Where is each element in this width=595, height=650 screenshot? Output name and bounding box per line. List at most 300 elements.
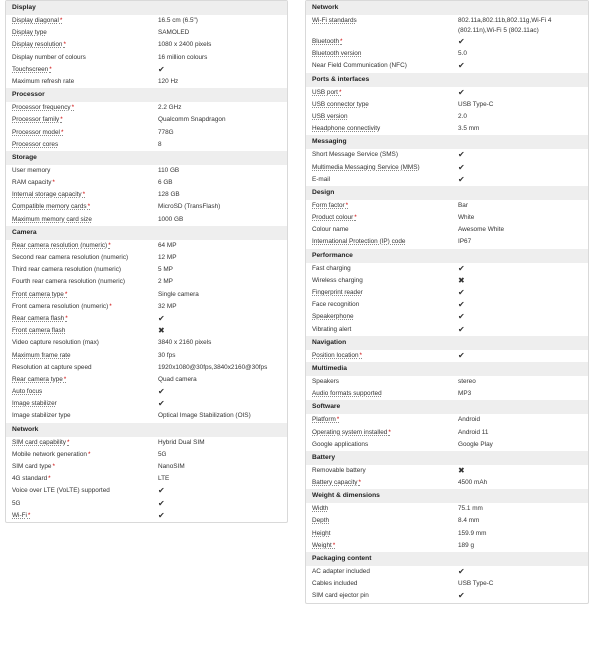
spec-row-usb-version	[306, 111, 588, 123]
spec-label-text: Operating system installed	[312, 428, 388, 436]
required-asterisk: *	[52, 463, 55, 470]
spec-row-touchscreen	[6, 64, 287, 76]
spec-label[interactable]	[12, 313, 68, 325]
spec-label-text: Image stabilizer type	[12, 412, 71, 420]
spec-label-text: Internal storage capacity	[12, 191, 82, 199]
spec-value: 159.9 mm	[458, 529, 487, 537]
section-title-performance: Performance	[306, 249, 588, 263]
spec-value: 1920x1080@30fps,3840x2160@30fps	[158, 363, 268, 371]
spec-value: Quad camera	[158, 375, 197, 383]
section-title-network: Network	[306, 1, 588, 15]
spec-label-text: Rear camera resolution (numeric)	[12, 241, 108, 249]
spec-label-text: Wireless charging	[312, 276, 363, 284]
spec-value: Awesome White	[458, 226, 505, 234]
required-asterisk: *	[71, 104, 75, 112]
cross-icon: ✖	[458, 465, 465, 475]
spec-label-text: Form factor	[312, 201, 345, 209]
spec-row-third-rear-camera-resolution-numeric	[6, 264, 287, 276]
spec-label-text: Front camera resolution (numeric)	[12, 302, 109, 310]
spec-label-text: Image stabilizer	[12, 400, 57, 408]
spec-panel-right	[305, 0, 589, 604]
required-asterisk: *	[109, 302, 112, 310]
spec-label[interactable]	[12, 325, 65, 337]
spec-label	[312, 376, 339, 388]
spec-label-text: 4G standard	[12, 475, 48, 483]
spec-label[interactable]	[312, 15, 357, 27]
spec-label[interactable]	[12, 386, 42, 398]
spec-label-text: USB version	[312, 112, 348, 120]
spec-label[interactable]	[12, 102, 74, 114]
spec-label[interactable]	[12, 214, 92, 226]
spec-label	[312, 465, 366, 477]
spec-value: White	[458, 214, 475, 222]
spec-label-text: Headphone connectivity	[312, 125, 381, 133]
spec-label[interactable]	[12, 27, 47, 39]
spec-label[interactable]	[312, 414, 339, 426]
required-asterisk: *	[345, 201, 349, 209]
spec-label-text: Bluetooth version	[312, 50, 362, 58]
spec-row-weight	[306, 540, 588, 552]
spec-value: USB Type-C	[458, 100, 494, 108]
required-asterisk: *	[332, 541, 336, 549]
spec-label	[12, 301, 112, 313]
spec-value: 120 Hz	[158, 77, 179, 85]
spec-label[interactable]	[312, 515, 329, 527]
spec-label-text: Depth	[312, 517, 330, 525]
spec-label[interactable]	[12, 437, 70, 449]
spec-label-text: Processor frequency	[12, 104, 71, 112]
spec-value: 5 MP	[158, 266, 173, 274]
spec-label-text: Compatible memory cards	[12, 203, 87, 211]
spec-label-text: Fingerprint reader	[312, 289, 363, 296]
check-icon: ✔	[158, 64, 165, 74]
spec-row-maximum-memory-card-size	[6, 214, 287, 226]
spec-value: Android	[458, 416, 481, 424]
spec-label-text: International Protection (IP) code	[312, 238, 406, 246]
spec-label	[312, 149, 398, 161]
spec-row-voice-over-lte-volte-supported	[6, 485, 287, 497]
spec-row-cables-included	[306, 578, 588, 590]
spec-label-text: Short Message Service (SMS)	[312, 151, 398, 159]
spec-value: 12 MP	[158, 254, 177, 261]
spec-label[interactable]	[12, 398, 57, 410]
spec-row-front-camera-flash	[6, 325, 287, 337]
spec-label[interactable]	[12, 240, 111, 252]
spec-row-height	[306, 528, 588, 540]
spec-label	[312, 224, 349, 236]
spec-row-mobile-network-generation	[6, 449, 287, 461]
spec-row-international-protection-ip-code	[306, 236, 588, 248]
spec-label-text: Multimedia Messaging Service (MMS)	[312, 163, 420, 171]
spec-value: LTE	[158, 475, 170, 483]
check-icon: ✔	[158, 510, 165, 520]
section-title-display: Display	[6, 1, 287, 15]
check-icon: ✔	[458, 567, 465, 576]
section-title-packaging-content: Packaging content	[306, 552, 588, 566]
spec-label-text: Colour name	[312, 226, 349, 234]
spec-row-display-number-of-colours	[6, 52, 287, 64]
spec-value: 16 million colours	[158, 53, 208, 61]
spec-row-ram-capacity	[6, 177, 287, 189]
spec-label-text: Battery capacity	[312, 479, 358, 487]
spec-value: 64 MP	[158, 241, 177, 249]
check-icon: ✔	[458, 300, 465, 310]
spec-value: 5G	[158, 450, 167, 458]
check-icon: ✔	[458, 37, 465, 46]
spec-label[interactable]	[12, 64, 52, 76]
check-icon: ✔	[458, 312, 465, 322]
check-icon: ✔	[158, 399, 165, 409]
spec-label[interactable]	[12, 201, 90, 213]
spec-label-text: Front camera type	[12, 290, 64, 298]
spec-label[interactable]	[12, 114, 63, 126]
check-icon: ✔	[458, 174, 465, 184]
section-title-software: Software	[306, 400, 588, 414]
spec-row-processor-family	[6, 114, 287, 126]
spec-label-text: Resolution at capture speed	[12, 363, 92, 371]
spec-label[interactable]	[312, 388, 382, 400]
spec-label-text: Fourth rear camera resolution (numeric)	[12, 278, 125, 286]
spec-label[interactable]	[312, 540, 335, 552]
required-asterisk: *	[358, 479, 361, 487]
required-asterisk: *	[67, 438, 70, 446]
spec-value: USB Type-C	[458, 580, 494, 588]
spec-label-text: Processor model	[12, 128, 60, 136]
spec-row-rear-camera-resolution-numeric	[6, 240, 287, 252]
spec-row-user-memory	[6, 165, 287, 177]
spec-row-rear-camera-type	[6, 374, 287, 386]
spec-label-text: Fast charging	[312, 264, 351, 272]
spec-row-width	[306, 503, 588, 515]
spec-row-face-recognition	[306, 299, 588, 311]
cross-icon: ✖	[458, 275, 465, 285]
spec-row-usb-port	[306, 87, 588, 99]
spec-row-auto-focus	[6, 386, 287, 398]
check-icon: ✔	[458, 150, 465, 160]
spec-row-internal-storage-capacity	[6, 189, 287, 201]
required-asterisk: *	[338, 88, 342, 96]
spec-label-text: Vibrating alert	[312, 325, 352, 333]
check-icon: ✔	[158, 387, 165, 397]
spec-value: 8	[158, 140, 162, 148]
spec-row-4g-standard	[6, 473, 287, 485]
spec-value: 32 MP	[158, 302, 177, 310]
spec-label-text: Product colour	[312, 214, 354, 222]
spec-value: 6 GB	[158, 179, 173, 187]
spec-label	[312, 566, 370, 578]
spec-label-text: Face recognition	[312, 301, 360, 309]
spec-value: MP3	[458, 390, 472, 398]
spec-label-text: User memory	[12, 166, 51, 174]
spec-label[interactable]	[312, 503, 328, 515]
spec-label	[12, 473, 51, 485]
spec-row-fast-charging	[306, 263, 588, 275]
spec-label-text: Video capture resolution (max)	[12, 339, 99, 347]
spec-label	[12, 276, 125, 288]
spec-label-text: Display diagonal	[12, 17, 59, 24]
spec-value: 2.2 GHz	[158, 104, 182, 112]
spec-row-front-camera-resolution-numeric	[6, 301, 287, 313]
spec-value: 2 MP	[158, 278, 173, 286]
spec-panel-left	[5, 0, 288, 523]
spec-label[interactable]	[312, 528, 330, 540]
spec-row-speakers	[306, 376, 588, 388]
section-title-weight-dimensions: Weight & dimensions	[306, 489, 588, 503]
spec-label-text: Auto focus	[12, 388, 43, 396]
spec-value: 3.5 mm	[458, 125, 480, 133]
spec-value: Qualcomm Snapdragon	[158, 116, 226, 124]
spec-label[interactable]	[12, 127, 63, 139]
spec-label	[12, 485, 110, 497]
required-asterisk: *	[59, 17, 63, 24]
spec-label	[312, 590, 369, 602]
section-title-camera: Camera	[6, 226, 287, 240]
spec-value: 5.0	[458, 50, 467, 58]
spec-label-text: Second rear camera resolution (numeric)	[12, 254, 129, 261]
spec-value: 110 GB	[158, 166, 180, 174]
spec-label-text: Wi-Fi standards	[312, 17, 357, 24]
spec-label-text: Rear camera flash	[12, 314, 65, 322]
spec-label-text: Voice over LTE (VoLTE) supported	[12, 487, 110, 495]
spec-row-processor-model	[6, 127, 287, 139]
spec-row-vibrating-alert	[306, 324, 588, 336]
spec-label-text: Removable battery	[312, 466, 366, 474]
spec-row-display-resolution	[6, 39, 287, 51]
spec-label	[312, 174, 330, 186]
required-asterisk: *	[354, 214, 357, 222]
spec-row-fourth-rear-camera-resolution-numeric	[6, 276, 287, 288]
check-icon: ✔	[458, 591, 465, 601]
spec-label-text: Display number of colours	[12, 53, 86, 61]
check-icon: ✔	[458, 350, 465, 360]
spec-label	[312, 299, 359, 311]
spec-label-text: E-mail	[312, 175, 331, 183]
spec-label[interactable]	[312, 36, 343, 48]
spec-label[interactable]	[312, 212, 357, 224]
spec-label	[12, 362, 92, 374]
spec-row-multimedia-messaging-service-mms	[306, 162, 588, 174]
spec-label-text: SIM card ejector pin	[312, 592, 369, 600]
required-asterisk: *	[340, 38, 343, 45]
spec-label-text: Display resolution	[12, 41, 63, 49]
spec-label[interactable]	[12, 139, 58, 151]
spec-row-usb-connector-type	[306, 99, 588, 111]
spec-label	[12, 76, 74, 88]
check-icon: ✔	[158, 313, 165, 323]
required-asterisk: *	[60, 116, 63, 124]
spec-label[interactable]	[312, 87, 341, 99]
spec-value: IP67	[458, 238, 472, 246]
spec-row-platform	[306, 414, 588, 426]
spec-label-text: Maximum refresh rate	[12, 77, 75, 85]
spec-value: 189 g	[458, 541, 474, 549]
spec-label	[12, 461, 55, 473]
spec-label	[312, 60, 407, 72]
spec-row-sim-card-capability	[6, 437, 287, 449]
spec-label-text: Audio formats supported	[312, 390, 382, 398]
spec-row-e-mail	[306, 174, 588, 186]
spec-label[interactable]	[312, 99, 369, 111]
spec-label	[12, 165, 50, 177]
spec-value: 8.4 mm	[458, 517, 480, 525]
spec-label-text: Third rear camera resolution (numeric)	[12, 266, 122, 274]
section-title-battery: Battery	[306, 451, 588, 465]
spec-label[interactable]	[312, 123, 380, 135]
spec-value: 778G	[158, 128, 174, 136]
spec-value: Android 11	[458, 428, 489, 436]
section-title-multimedia: Multimedia	[306, 362, 588, 376]
spec-label	[12, 337, 99, 349]
spec-row-battery-capacity	[306, 477, 588, 489]
required-asterisk: *	[60, 128, 64, 136]
spec-label[interactable]	[312, 111, 348, 123]
required-asterisk: *	[49, 65, 52, 73]
spec-label[interactable]	[12, 289, 67, 301]
spec-label-text: Rear camera type	[12, 375, 63, 383]
spec-label-text: Mobile network generation	[12, 450, 87, 458]
spec-label-text: Speakerphone	[312, 313, 354, 321]
spec-label[interactable]	[12, 15, 62, 27]
spec-row-sim-card-type	[6, 461, 287, 473]
spec-label-text: Touchscreen	[12, 65, 49, 73]
spec-row-depth	[306, 515, 588, 527]
spec-value: Single camera	[158, 290, 199, 298]
spec-row-rear-camera-flash	[6, 313, 287, 325]
spec-value: 2.0	[458, 112, 467, 120]
spec-label-text: Google applications	[312, 440, 369, 448]
spec-label-text: Display type	[12, 29, 47, 37]
spec-row-position-location	[306, 350, 588, 362]
spec-label	[12, 410, 71, 422]
spec-label	[312, 275, 363, 287]
spec-label[interactable]	[312, 200, 348, 212]
section-title-processor: Processor	[6, 88, 287, 102]
spec-row-image-stabilizer	[6, 398, 287, 410]
spec-row-speakerphone	[306, 311, 588, 323]
check-icon: ✔	[458, 87, 465, 97]
spec-row-video-capture-resolution-max	[6, 337, 287, 349]
spec-row-display-diagonal	[6, 15, 287, 27]
required-asterisk: *	[52, 179, 55, 187]
spec-row-removable-battery	[306, 465, 588, 477]
spec-label[interactable]	[312, 162, 420, 174]
spec-row-audio-formats-supported	[306, 388, 588, 400]
spec-row-fingerprint-reader	[306, 287, 588, 299]
spec-value: 1000 GB	[158, 215, 184, 223]
spec-row-front-camera-type	[6, 289, 287, 301]
spec-label[interactable]	[12, 350, 71, 362]
spec-label[interactable]	[312, 350, 362, 362]
spec-label-text: Wi-Fi	[12, 511, 27, 519]
check-icon: ✔	[458, 263, 465, 273]
spec-label-text: Height	[312, 529, 331, 537]
required-asterisk: *	[27, 511, 31, 519]
spec-label	[312, 263, 351, 275]
spec-label-text: Processor cores	[12, 140, 59, 148]
spec-value: Bar	[458, 201, 468, 209]
section-title-design: Design	[306, 186, 588, 200]
spec-row-wi-fi	[6, 510, 287, 522]
spec-value: 3840 x 2160 pixels	[158, 339, 212, 347]
spec-row-second-rear-camera-resolution-numeric	[6, 252, 287, 264]
spec-label[interactable]	[312, 427, 391, 439]
required-asterisk: *	[65, 314, 68, 322]
spec-label-text: Width	[312, 505, 329, 513]
spec-label-text: Platform	[312, 416, 336, 424]
spec-label-text: Processor family	[12, 116, 60, 124]
spec-row-bluetooth-version	[306, 48, 588, 60]
spec-row-processor-frequency	[6, 102, 287, 114]
spec-value: Google Play	[458, 440, 493, 448]
spec-label[interactable]	[12, 374, 66, 386]
spec-row-colour-name	[306, 224, 588, 236]
spec-value: NanoSIM	[158, 463, 185, 470]
spec-label[interactable]	[312, 236, 405, 248]
spec-label-text: USB port	[312, 88, 338, 96]
spec-label-text: 5G	[12, 499, 21, 507]
spec-value: MicroSD (TransFlash)	[158, 203, 221, 211]
required-asterisk: *	[48, 475, 51, 483]
spec-row-display-type	[6, 27, 287, 39]
spec-row-maximum-refresh-rate	[6, 76, 287, 88]
spec-value: 1080 x 2400 pixels	[158, 41, 212, 49]
spec-row-image-stabilizer-type	[6, 410, 287, 422]
spec-row-maximum-frame-rate	[6, 350, 287, 362]
spec-row-headphone-connectivity	[306, 123, 588, 135]
spec-label-text: Weight	[312, 541, 332, 549]
spec-label-text: Maximum frame rate	[12, 351, 71, 359]
spec-label	[12, 177, 55, 189]
spec-row-short-message-service-sms	[306, 149, 588, 161]
check-icon: ✔	[458, 324, 465, 334]
spec-row-wireless-charging	[306, 275, 588, 287]
spec-row-processor-cores	[6, 139, 287, 151]
spec-value: Optical Image Stabilization (OIS)	[158, 412, 251, 420]
spec-label[interactable]	[312, 477, 361, 489]
spec-row-bluetooth	[306, 36, 588, 48]
spec-label[interactable]	[312, 287, 363, 299]
spec-label	[12, 252, 128, 264]
required-asterisk: *	[359, 351, 363, 359]
spec-label	[312, 324, 351, 336]
spec-row-operating-system-installed	[306, 427, 588, 439]
section-title-storage: Storage	[6, 151, 287, 165]
check-icon: ✔	[458, 288, 465, 297]
spec-label-text: USB connector type	[312, 100, 369, 108]
spec-row-form-factor	[306, 200, 588, 212]
spec-label[interactable]	[12, 189, 85, 201]
section-title-network: Network	[6, 423, 287, 437]
check-icon: ✔	[158, 486, 165, 496]
spec-label	[312, 578, 357, 590]
spec-label-text: Maximum memory card size	[12, 215, 92, 223]
spec-label	[312, 439, 368, 451]
spec-value: 30 fps	[158, 351, 176, 359]
check-icon: ✔	[458, 61, 465, 71]
required-asterisk: *	[108, 241, 111, 249]
spec-label[interactable]	[312, 48, 361, 60]
cross-icon: ✖	[158, 326, 165, 336]
spec-value: stereo	[458, 377, 476, 385]
spec-label	[12, 449, 90, 461]
spec-label[interactable]	[12, 39, 66, 51]
spec-label[interactable]	[312, 311, 354, 323]
spec-label-text: Front camera flash	[12, 327, 66, 335]
spec-row-resolution-at-capture-speed	[6, 362, 287, 374]
check-icon: ✔	[158, 498, 165, 508]
spec-label[interactable]	[12, 510, 30, 522]
spec-label-text: Bluetooth	[312, 38, 340, 45]
